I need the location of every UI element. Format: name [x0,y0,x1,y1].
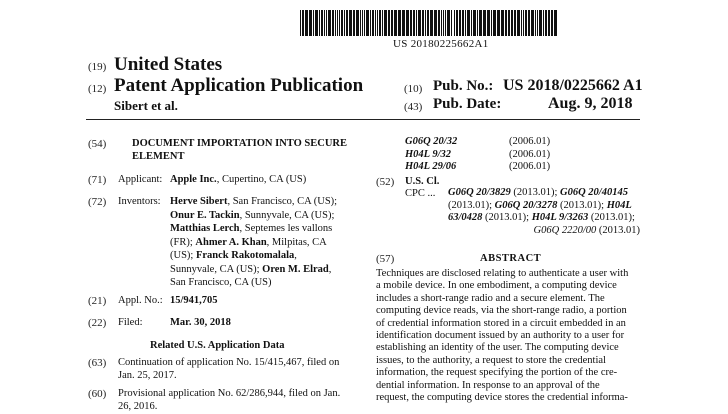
code-57: (57) [376,253,395,265]
barcode-bar [451,10,452,36]
barcode-bar [346,10,348,36]
barcode-bar [406,10,409,36]
barcode-bar [416,10,417,36]
barcode-bar [341,10,343,36]
barcode-bar [366,10,369,36]
barcode-bar [370,10,371,36]
abstract-body [376,268,628,404]
barcode-bar [335,10,336,36]
abstract-line: dential information. In response to an approval of the [376,379,600,391]
cpc-line [448,187,640,200]
barcode-bar [410,10,412,36]
barcode-bar [360,10,361,36]
inventor-name: Franck Rakotomalala [195,250,295,261]
barcode-bar [413,10,415,36]
filed-label: Filed: [118,317,143,328]
abstract-line: of credential information stored in a circuit embedded in an [376,317,626,329]
int-cl-year: (2006.01) [509,148,551,160]
barcode-bar [377,10,378,36]
barcode-bar [483,10,486,36]
barcode-bar [364,10,365,36]
abstract-line: establishing an identity of the user. The computing device [376,342,619,354]
barcode-bar [479,10,482,36]
inventor-line [170,263,337,277]
code-63: (63) [88,357,107,369]
barcode-bar [332,10,334,36]
barcode-bar [372,10,374,36]
code-52: (52) [376,176,395,188]
barcode-bar [445,10,446,36]
barcode-bar [441,10,442,36]
abstract-line: a mobile device. In one embodiment, a computing device [376,280,617,292]
barcode-bar [356,10,359,36]
barcode-bar [487,10,490,36]
barcode-bar [324,10,325,36]
cpc-code: H04L [606,199,632,211]
barcode-bar [454,10,455,36]
cpc-line [448,200,640,213]
barcode-bar [521,10,522,36]
code-60: (60) [88,388,107,400]
barcode-bar [319,10,320,36]
barcode-bar [511,10,513,36]
barcode-bar [425,10,426,36]
inventor-location: , Milpitas, CA [266,236,327,248]
inventor-location: Sunnyvale, CA (US); [170,263,263,275]
inventor-location: , [294,250,297,261]
inventor-location: , San Francisco, CA (US); [227,196,338,207]
barcode-bar [315,10,318,36]
inventors-label: Inventors: [118,196,161,207]
applicant-label: Applicant: [118,174,163,185]
inventor-location: (US); [170,250,196,261]
barcode-bar [514,10,516,36]
cpc-code: G06Q 20/3829 [448,187,511,198]
related-data-heading: Related U.S. Application Data [150,340,285,351]
barcode-bar [394,10,397,36]
inventor-line [170,276,337,290]
pub-no: US 2018/0225662 A1 [503,77,643,94]
barcode-bar [545,10,547,36]
barcode-bar [447,10,450,36]
barcode-bar [554,10,557,36]
us-cl-label: U.S. Cl. [405,176,440,187]
barcode-bar [353,10,355,36]
barcode-bar [456,10,458,36]
barcode-bar [427,10,429,36]
cpc-year: (2013.01) [596,224,640,236]
applicant-location: , Cupertino, CA (US) [216,174,307,185]
inventor-line [170,249,337,263]
barcode-bar [537,10,538,36]
barcode-bar [548,10,550,36]
barcode-bar [430,10,433,36]
barcode-bar [528,10,530,36]
int-cl-code: H04L 29/06 [405,161,457,172]
provisional-line-1: Provisional application No. 62/286,944, filed on Jan. [118,388,341,399]
invention-title: DOCUMENT IMPORTATION INTO SECURE [132,138,348,149]
barcode-bar [462,10,464,36]
cpc-code: 63/0428 [448,212,483,223]
barcode-bar [497,10,500,36]
barcode-bar [535,10,536,36]
barcode-bar [398,10,401,36]
cpc-code: H04L 9/3263 [531,212,589,223]
barcode-bar [349,10,352,36]
int-cl-row [405,161,550,174]
inventor-name: Oren M. Elrad [262,263,329,275]
inventor-line [170,209,337,223]
cpc-year: (2013.01); [557,199,607,211]
cpc-year: (2013.01); [482,212,532,223]
int-cl-row [405,136,550,149]
barcode-bar [422,10,424,36]
barcode-bar [465,10,466,36]
inventors-list [170,195,337,290]
barcode-bar [501,10,504,36]
cpc-year: (2013.01); [588,212,635,223]
barcode-bar [402,10,405,36]
barcode-bar [517,10,520,36]
inventor-line [170,222,337,236]
code-10: (10) [404,83,423,95]
code-71: (71) [88,174,107,186]
code-54: (54) [88,138,107,150]
provisional-line-2: 26, 2016. [118,401,158,412]
cpc-year: (2013.01); [510,187,561,198]
cpc-list [448,187,640,237]
code-72: (72) [88,196,107,208]
abstract-line: information, the request specifying the portion of the cre- [376,367,618,379]
barcode-bar [477,10,478,36]
inventor-location: (FR); [170,236,196,248]
inventor-location: San Francisco, CA (US) [170,277,272,288]
code-43: (43) [404,101,423,113]
publication-id: US 20180225662A1 [393,38,489,50]
barcode-bar [391,10,393,36]
cpc-code: G06Q 2220/00 [533,224,597,236]
inventor-name: Onur E. Tackin [170,209,240,221]
code-12: (12) [88,83,107,95]
cpc-year: (2013.01); [448,199,495,211]
pub-no-label: Pub. No.: [433,78,494,94]
cpc-label: CPC ... [405,188,436,199]
barcode-bar [326,10,327,36]
pub-date-label: Pub. Date: [433,96,502,112]
inventor-name: Ahmer A. Khan [195,236,267,248]
barcode-bar [434,10,437,36]
barcode-bar [362,10,363,36]
int-cl-code: H04L 9/32 [405,148,451,160]
inventor-name: Herve Sibert [170,196,228,207]
barcode-bar [418,10,421,36]
inventor-line [170,236,337,250]
barcode-bar [551,10,553,36]
barcode-bar [309,10,312,36]
int-cl-code: G06Q 20/32 [405,136,458,147]
barcode-bar [313,10,314,36]
abstract-title: ABSTRACT [480,253,542,264]
document-type: Patent Application Publication [114,75,364,96]
abstract-line: Techniques are disclosed relating to authenticate a user with [376,268,629,279]
filed-date: Mar. 30, 2018 [170,317,231,328]
barcode-bar [339,10,340,36]
barcode-bar [305,10,308,36]
barcode-bar [473,10,476,36]
barcode-bar [337,10,338,36]
cpc-code: G06Q 20/40145 [560,187,628,198]
code-21: (21) [88,295,107,307]
barcode-bar [300,10,301,36]
barcode-bar [375,10,376,36]
barcode-bar [328,10,331,36]
authors: Sibert et al. [114,98,178,113]
int-cl-year: (2006.01) [509,136,551,147]
continuation-line-1: Continuation of application No. 15/415,467, filed on [118,357,340,368]
barcode-bar [443,10,444,36]
barcode-bar [467,10,470,36]
code-22: (22) [88,317,107,329]
barcode-bar [508,10,510,36]
barcode-bar [543,10,544,36]
barcode-bar [438,10,440,36]
invention-title-2: ELEMENT [132,151,185,162]
inventor-location: , Septemes les vallons [239,223,333,234]
abstract-line: includes a short-range radio and a secure element. The [376,292,605,304]
barcode-bar [379,10,381,36]
barcode-bar [388,10,390,36]
barcode-bar [302,10,304,36]
appl-no-label: Appl. No.: [118,295,163,306]
abstract-line: issues, to the authority, a request to store the credential [376,354,606,366]
barcode-bar [505,10,507,36]
continuation-line-2: Jan. 25, 2017. [118,370,177,381]
abstract-line: identification document issued by an authority to a user for [376,330,625,342]
code-19: (19) [88,61,107,73]
barcode-bar [321,10,323,36]
cpc-line [448,225,640,238]
applicant-name: Apple Inc. [170,174,217,185]
barcode-bar [471,10,472,36]
barcode [300,10,560,36]
pub-date: Aug. 9, 2018 [548,95,633,112]
barcode-bar [493,10,496,36]
int-cl-row [405,149,550,162]
barcode-bar [523,10,524,36]
inventor-location: , Sunnyvale, CA (US); [239,209,335,221]
barcode-bar [344,10,345,36]
cpc-code: G06Q 20/3278 [494,199,558,211]
inventor-name: Matthias Lerch [170,223,240,234]
int-cl-year: (2006.01) [509,161,551,172]
inventor-location: , [328,263,332,275]
inventor-line [170,195,337,209]
barcode-bar [539,10,542,36]
applicant [170,173,306,187]
country: United States [114,54,223,75]
abstract-line: computing device reads, via the short-range radio, a portion [376,305,627,317]
barcode-bar [531,10,534,36]
cpc-line [448,212,640,225]
barcode-bar [382,10,383,36]
abstract-line: request, the computing device stores the credential informa- [376,392,628,404]
barcode-bar [491,10,492,36]
appl-no: 15/941,705 [170,295,218,306]
header-divider [86,119,640,120]
barcode-bar [459,10,461,36]
int-cl-list [405,136,550,174]
barcode-bar [384,10,387,36]
barcode-bar [525,10,527,36]
